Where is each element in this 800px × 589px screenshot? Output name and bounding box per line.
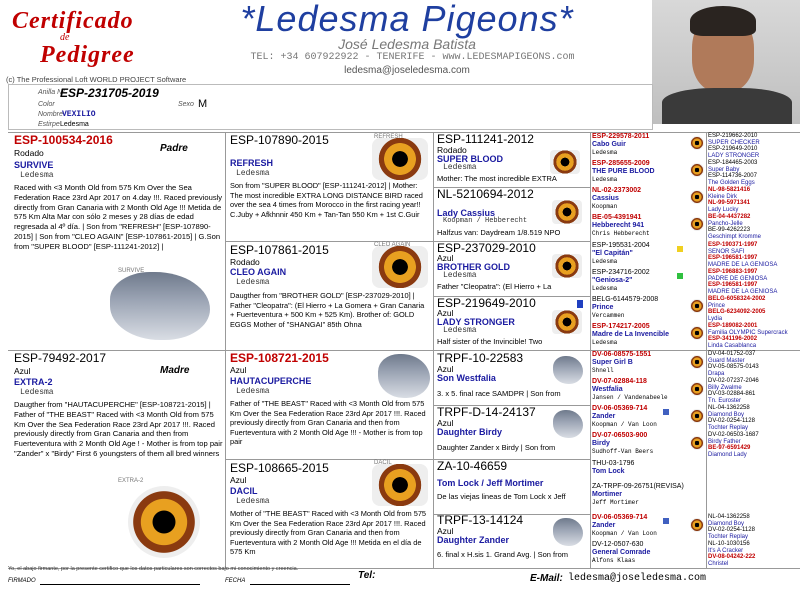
mother-breeder: Ledesma [20, 388, 54, 397]
gen3-eye-photo [552, 254, 582, 278]
gen2-photo-label: DACIL [374, 460, 392, 466]
gen5-ring: BE-04-4437282 [708, 214, 751, 220]
gen4-name: Birdy [592, 440, 610, 447]
gen5-entry [708, 200, 800, 214]
gen4-entry [592, 269, 705, 292]
gen3-ring: NL-5210694-2012 [437, 187, 534, 201]
gen5-entry [708, 432, 800, 446]
mother-name: EXTRA-2 [14, 377, 53, 387]
mother-eye-photo [128, 486, 200, 558]
gen4-name: THE PURE BLOOD [592, 168, 655, 175]
gen4-ring: ESP-234716-2002 [592, 269, 650, 276]
gen4-ring: DV-07-02884-118 [592, 378, 647, 385]
gen5-entry [708, 336, 800, 350]
gen2-breeder: Ledesma [236, 169, 270, 178]
gen3-name: Tom Lock / Jeff Mortimer [437, 478, 544, 488]
gen5-ring: DV-02-06503-1687 [708, 432, 759, 438]
father-text: Raced with <3 Month Old from 575 Km Over the Sea Federation Race 23rd Apr 2017 on 4.day !!!. Raced previously directly from Gran Canaria with 2 Month Old Age !!! Metida de 575 Km Alta Mar con sólo 2 meses y 28 días de edad regresada al 4º día. | Son from "REFRESH" [ESP-107890-2015] | Son from "CLEO AGAIN" [ESP-107861-2015] | G.Son from "SUPER BLOOD" [ESP-111241-2012] | [14, 183, 223, 251]
gen4-entry [592, 323, 705, 346]
gen4-entry [592, 160, 705, 183]
gen5-name: Prince [708, 303, 726, 309]
gen5-ring: DV-02-07237-2046 [708, 378, 759, 384]
gen4-name: General Comrade [592, 549, 651, 556]
father-name: SURVIVE [14, 160, 54, 170]
certificado-title: Certificado [12, 8, 134, 34]
gen3-name: Daughter Birdy [437, 427, 503, 437]
gen5-name: Linda Casablanca [708, 343, 757, 349]
gen4-breeder: Ledesma [592, 176, 618, 183]
gen5-name: Lydia [708, 316, 723, 322]
gen4-eye-photo [690, 299, 704, 313]
gen5-ring: ESP-114736-2007 [708, 173, 757, 179]
subject-name: VEXILIO [62, 110, 96, 119]
gen4-entry [592, 133, 705, 156]
gen5-ring: NL-04-1362258 [708, 514, 750, 520]
gen3-name: Daughter Zander [437, 535, 510, 545]
gen5-entry [708, 405, 800, 419]
father-photo-label: SURVIVE [118, 268, 145, 274]
gen5-entry [708, 514, 800, 528]
gen2-ring: ESP-108665-2015 [230, 461, 329, 475]
gen4-breeder: Ledesma [592, 258, 618, 265]
gen5-entry [708, 323, 800, 337]
gen4-eye-photo [690, 518, 704, 532]
gen5-ring: DV-08-04242-222 [708, 554, 756, 560]
gen5-ring: ESP-196883-1997 [708, 269, 758, 275]
gen5-name: Drapa [708, 371, 725, 377]
gen3-text: Halfzus van: Daydream 1/8.519 NPO [437, 228, 561, 237]
gen4-breeder: Jansen / Vandenabeele [592, 394, 668, 401]
gen4-entry [592, 541, 705, 564]
father-photo [110, 272, 210, 340]
gen2-ring: ESP-107890-2015 [230, 133, 329, 147]
gen4-name: "El Capitán" [592, 250, 633, 257]
gen4-entry [592, 378, 705, 401]
gen4-ring: DV-06-05369-714 [592, 405, 648, 412]
gen4-name: Mortimer [592, 491, 622, 498]
gen3-ring: ZA-10-46659 [437, 459, 508, 473]
gen5-ring: BELG-6234092-2005 [708, 309, 766, 315]
gen2-photo-label: REFRESH [374, 134, 403, 140]
owner-photo [652, 0, 800, 124]
gen4-ring: DV-06-05369-714 [592, 514, 648, 521]
gen5-name: Billy Zwalme [708, 385, 742, 391]
gen4-ring: BE-05-4391941 [592, 214, 642, 221]
gen5-name: Geschimpt Kromme [708, 234, 762, 240]
gen3-eye-photo [552, 310, 582, 334]
gen3-photo [553, 356, 583, 384]
gen3-color: Rodado [437, 145, 467, 155]
gen2-color: Azul [230, 365, 247, 375]
gen5-entry [708, 527, 800, 541]
firmado-line [40, 584, 200, 585]
gen4-ring: DV-07-06503-900 [592, 432, 648, 439]
gen2-eye-photo [372, 246, 428, 288]
gen5-ring: DV-02-0254-1128 [708, 527, 755, 533]
software-credit: (c) The Professional Loft WORLD PROJECT Software [6, 75, 187, 84]
gen5-entry [708, 391, 800, 405]
subject-sex: M [198, 98, 208, 110]
gen5-name: Lady Lucky [708, 207, 739, 213]
page-title: *Ledesma Pigeons* [240, 0, 574, 39]
gen3-ring: ESP-219649-2010 [437, 296, 536, 310]
gen5-name: PADRE DE GENIOSA [708, 276, 768, 282]
gen4-ring: ESP-195531-2004 [592, 242, 650, 249]
gen4-name: Cassius [592, 195, 619, 202]
gen3-photo [553, 518, 583, 546]
gen5-name: Familia OLYMPIC Supercrack [708, 330, 788, 336]
mother-ring: ESP-79492-2017 [14, 351, 107, 365]
gen4-eye-photo [690, 382, 704, 396]
sexo-label: Sexo [178, 101, 194, 108]
gen5-entry [708, 214, 800, 228]
gen4-color-swatch [663, 409, 669, 415]
gen5-ring: ESP-189082-2001 [708, 323, 758, 329]
gen5-entry [708, 351, 800, 365]
gen5-name: Pancho-Jelle [708, 221, 743, 227]
gen4-ring: ESP-174217-2005 [592, 323, 650, 330]
gen5-name: It's A Cracker [708, 548, 744, 554]
gen2-text: Son from "SUPER BLOOD" [ESP-111241-2012] | Mother: The most incredible EXTRA LONG DISTANCE BIRD raced over the sea 4 times from Morocco in the first racing year!! C.Juby + Afkhnnir 450 Km + Tan-Tan 550 Km + 1st C.Guir [230, 181, 423, 219]
gen3-breeder: Ledesma [443, 271, 477, 280]
gen5-entry [708, 242, 800, 256]
gen3-color: Azul [437, 308, 454, 318]
gen5-ring: ESP-184465-2003 [708, 160, 758, 166]
gen2-ring: ESP-108721-2015 [230, 351, 329, 365]
owner-name: José Ledesma Batista [338, 36, 476, 52]
gen3-name: SUPER BLOOD [437, 154, 504, 164]
gen4-name: Westfalia [592, 386, 623, 393]
gen5-ring: ESP-190371-1997 [708, 242, 758, 248]
gen5-name: LADY STRONGER [708, 153, 760, 159]
mother-label: Madre [160, 365, 190, 376]
gen4-eye-photo [690, 136, 704, 150]
nombre-label: Nombre [38, 111, 63, 118]
gen3-text: De las viejas lineas de Tom Lock x Jeff [437, 492, 566, 501]
gen4-breeder: Koopman / Van Loon [592, 530, 657, 537]
gen5-name: Birdy Father [708, 439, 741, 445]
gen4-entry [592, 242, 705, 265]
gen4-entry [592, 460, 705, 476]
gen3-breeder: Koopman / Hebberecht [443, 217, 528, 225]
tel-label: Tel: [358, 570, 376, 581]
gen4-ring: BELG-6144579-2008 [592, 296, 659, 303]
gen4-entry [592, 514, 705, 537]
gen3-ring: TRPF-10-22583 [437, 351, 524, 365]
gen5-entry [708, 541, 800, 555]
mother-text: Daugther from "HAUTACUPERCHE" [ESP-108721-2015] | Father of "THE BEAST" Raced with <3 Month Old from 575 Km Over the Sea Federation Race 23rd Apr 2017 !!!. Raced previously directly from Gran Canaria and then from Fuerteventura with 2 Month Old Age ! - Mother is from top pair "Zander" x "Birdy" First 6 youngsters of them all bred winners [14, 400, 223, 458]
gen4-eye-photo [690, 355, 704, 369]
gen3-text: Half sister of the Invincible! Two [437, 337, 543, 346]
gen2-eye-photo [372, 464, 428, 506]
gen2-ring: ESP-107861-2015 [230, 243, 329, 257]
gen5-ring: BE-97-6591429 [708, 445, 751, 451]
gen4-ring: ESP-229578-2011 [592, 133, 650, 140]
gen5-name: Christel [708, 561, 729, 567]
de-label: de [60, 32, 70, 43]
gen2-breeder: Ledesma [236, 387, 270, 396]
gen5-entry [708, 418, 800, 432]
gen4-entry [592, 432, 705, 455]
gen5-name: Tochter Replay [708, 425, 749, 431]
gen5-ring: DV-02-0254-1128 [708, 418, 755, 424]
gen5-name: MADRE DE LA GENIOSA [708, 262, 778, 268]
gen5-entry [708, 173, 800, 187]
gen3-breeder: Ledesma [443, 326, 477, 335]
gen4-ring: ZA-TRPF-09-26751(REVISA) [592, 483, 684, 490]
gen3-ring: ESP-237029-2010 [437, 241, 536, 255]
gen3-eye-photo [550, 150, 580, 174]
gen3-name: BROTHER GOLD [437, 262, 510, 272]
gen2-eye-photo [372, 138, 428, 180]
gen4-breeder: Ledesma [592, 339, 618, 346]
gen4-name: Zander [592, 522, 616, 529]
gen2-name: CLEO AGAIN [230, 267, 287, 277]
gen4-entry [592, 214, 705, 237]
gen4-breeder: Koopman [592, 203, 618, 210]
father-ring: ESP-100534-2016 [14, 133, 113, 147]
gen5-ring: DV-05-08575-0143 [708, 364, 759, 370]
gen4-name: Prince [592, 304, 614, 311]
gen4-eye-photo [690, 409, 704, 423]
gen5-name: MADRE DE LA GENIOSA [708, 289, 778, 295]
gen4-entry [592, 483, 705, 506]
gen2-breeder: Ledesma [236, 497, 270, 506]
gen5-ring: NL-10-1030156 [708, 541, 750, 547]
header-email: ledesma@joseledesma.com [344, 65, 470, 76]
gen5-ring: BELG-6058324-2002 [708, 296, 766, 302]
gen5-name: Diamond Lady [708, 452, 747, 458]
gen5-entry [708, 296, 800, 310]
certify-text: Yo, el abajo firmante, por la presente certifico que los datos particulares son correctos bajo mi conocimiento y creencia. [8, 566, 299, 572]
gen2-text: Daugther from "BROTHER GOLD" [ESP-237029-2010] | Father "Cleopatra": (El Hierro + La Gomera + Gran Canaria + Fuerteventura + 500 Km + 525 Km). Brother of: GOLD EGGS Mother of "SHANGAI" 85th Ohna [230, 291, 425, 329]
gen5-ring: NL-99-5971341 [708, 200, 751, 206]
gen5-entry [708, 146, 800, 160]
subject-strain: Ledesma [60, 121, 89, 128]
gen4-breeder: Jeff Mortimer [592, 499, 639, 506]
gen4-eye-photo [690, 326, 704, 340]
gen5-entry [708, 269, 800, 283]
gen2-photo-label: CLEO AGAIN [374, 242, 411, 248]
gen4-ring: DV-12-0507-630 [592, 541, 644, 548]
gen4-breeder: Sudhoff-Van Beers [592, 448, 654, 455]
gen4-ring: NL-02-2373002 [592, 187, 642, 194]
father-label: Padre [160, 143, 188, 154]
gen4-name: Zander [592, 413, 616, 420]
gen4-entry [592, 296, 705, 319]
gen5-entry [708, 378, 800, 392]
gen3-photo [553, 410, 583, 438]
gen4-name: Hebberecht 941 [592, 222, 645, 229]
subject-ring: ESP-231705-2019 [60, 86, 159, 100]
gen5-entry [708, 282, 800, 296]
gen5-entry [708, 309, 800, 323]
gen5-ring: DV-03-02884-861 [708, 391, 756, 397]
gen4-breeder: Ledesma [592, 149, 618, 156]
gen5-ring: ESP-196581-1997 [708, 255, 758, 261]
gen4-name: "Geniosa-2" [592, 277, 633, 284]
gen2-color: Rodado [230, 257, 260, 267]
gen4-ring: THU-03-1796 [592, 460, 635, 467]
gen5-name: Guard Master [708, 358, 745, 364]
gen3-color: Azul [437, 418, 454, 428]
gen2-photo [378, 354, 430, 398]
gen3-text: 6. final x H.sis 1. Grand Avg. | Son from [437, 550, 569, 559]
gen4-name: Cabo Guir [592, 141, 626, 148]
gen3-color-swatch [577, 300, 583, 308]
gen5-entry [708, 133, 800, 147]
gen3-color: Azul [437, 364, 454, 374]
gen5-ring: DV-04-01752-037 [708, 351, 756, 357]
gen2-name: REFRESH [230, 158, 274, 168]
gen5-ring: NL-04-1362258 [708, 405, 750, 411]
gen3-ring: TRPF-13-14124 [437, 513, 524, 527]
gen4-color-swatch [677, 246, 683, 252]
gen5-name: Tochter Replay [708, 534, 749, 540]
gen3-color: Azul [437, 526, 454, 536]
gen4-breeder: Alfons Klaas [592, 557, 636, 564]
gen5-name: SENOR SAFI [708, 249, 745, 255]
gen5-name: Super Baby [708, 167, 740, 173]
father-color: Rodado [14, 148, 44, 158]
gen3-name: Lady Cassius [437, 208, 496, 218]
gen5-entry [708, 445, 800, 459]
gen4-eye-photo [690, 217, 704, 231]
gen4-entry [592, 351, 705, 374]
gen3-breeder: Ledesma [443, 163, 477, 172]
gen4-name: Tom Lock [592, 468, 625, 475]
gen5-name: SUPER CHECKER [708, 140, 760, 146]
gen4-ring: DV-06-08575-1551 [592, 351, 652, 358]
gen2-text: Father of "THE BEAST" Raced with <3 Month Old from 575 Km Over the Sea Federation Race 23rd Apr 2017 !!!. Raced previously directly from Gran Canaria and then from Fuerteventura with 2 Month Old Age !!! - Mother is from top pair [230, 399, 426, 447]
firmado-label: FIRMADO [8, 578, 36, 584]
estirpe-label: Estirpe [38, 121, 60, 128]
gen4-breeder: Ledesma [592, 285, 618, 292]
gen4-eye-photo [690, 436, 704, 450]
gen4-entry [592, 187, 705, 210]
color-label: Color [38, 101, 55, 108]
gen4-color-swatch [677, 273, 683, 279]
gen5-name: Kleine Dirk [708, 194, 738, 200]
fecha-label: FECHA [225, 578, 246, 584]
gen3-text: Daughter Zander x Birdy | Son from [437, 443, 556, 452]
gen3-name: LADY STRONGER [437, 317, 515, 327]
gen5-entry [708, 160, 800, 174]
gen3-ring: TRPF-D-14-24137 [437, 405, 536, 419]
gen4-breeder: Shnell [592, 367, 614, 374]
gen5-entry [708, 364, 800, 378]
gen4-name: Madre de La Invencible [592, 331, 670, 338]
father-breeder: Ledesma [20, 171, 54, 180]
gen5-name: The Golden Eggs [708, 180, 755, 186]
gen3-ring: ESP-111241-2012 [437, 132, 534, 146]
gen5-ring: ESP-219662-2010 [708, 133, 758, 139]
email-label: E-Mail: [530, 573, 563, 584]
gen5-name: Tn. Euroster [708, 398, 742, 404]
gen3-text: 3. x 5. final race SAMDPR | Son from [437, 389, 561, 398]
pedigree-title: Pedigree [40, 42, 135, 68]
gen2-color: Azul [230, 475, 247, 485]
gen2-name: DACIL [230, 486, 258, 496]
gen5-ring: ESP-341196-2002 [708, 336, 758, 342]
footer-email: ledesma@joseledesma.com [568, 573, 707, 584]
gen3-color: Azul [437, 253, 454, 263]
gen2-text: Mother of "THE BEAST" Raced with <3 Month Old from 575 Km Over the Sea Federation Race 23rd Apr 2017 !!!. Raced previously directly from Gran Canaria and then from Fuerteventura with 2 Month Old Age !!! Metida en el día de 575 Km [230, 509, 427, 557]
gen4-breeder: Koopman / Van Loon [592, 421, 657, 428]
gen5-ring: ESP-196581-1997 [708, 282, 758, 288]
gen2-breeder: Ledesma [236, 278, 270, 287]
gen4-eye-photo [690, 190, 704, 204]
gen5-name: Diamond Boy [708, 412, 745, 418]
gen3-text: Father "Cleopatra": (El Hierro + La [437, 282, 552, 291]
gen5-entry [708, 554, 800, 568]
gen5-entry [708, 227, 800, 241]
gen4-eye-photo [690, 163, 704, 177]
gen5-name: Diamond Boy [708, 521, 745, 527]
gen4-breeder: Vercammen [592, 312, 625, 319]
gen3-eye-photo [552, 200, 582, 224]
gen5-ring: ESP-219649-2010 [708, 146, 758, 152]
contact-line: TEL: +34 607922922 - TENERIFE - www.LEDESMAPIGEONS.com [250, 52, 575, 63]
gen3-name: Son Westfalia [437, 373, 496, 383]
gen4-name: Super Girl B [592, 359, 633, 366]
gen3-text: Mother: The most incredible EXTRA [437, 174, 557, 183]
gen5-entry [708, 255, 800, 269]
gen4-breeder: Chris Hebberecht [592, 230, 650, 237]
gen2-name: HAUTACUPERCHE [230, 376, 312, 386]
gen4-ring: ESP-285655-2009 [592, 160, 650, 167]
gen4-color-swatch [663, 518, 669, 524]
gen5-ring: BE-99-4262223 [708, 227, 751, 233]
gen4-entry [592, 405, 705, 428]
mother-color: Azul [14, 366, 31, 376]
mother-photo-label: EXTRA-2 [118, 478, 144, 484]
anilla-label: Anilla Nº [38, 89, 65, 96]
gen5-ring: NL-98-5821416 [708, 187, 751, 193]
fecha-line [250, 584, 350, 585]
gen5-entry [708, 187, 800, 201]
